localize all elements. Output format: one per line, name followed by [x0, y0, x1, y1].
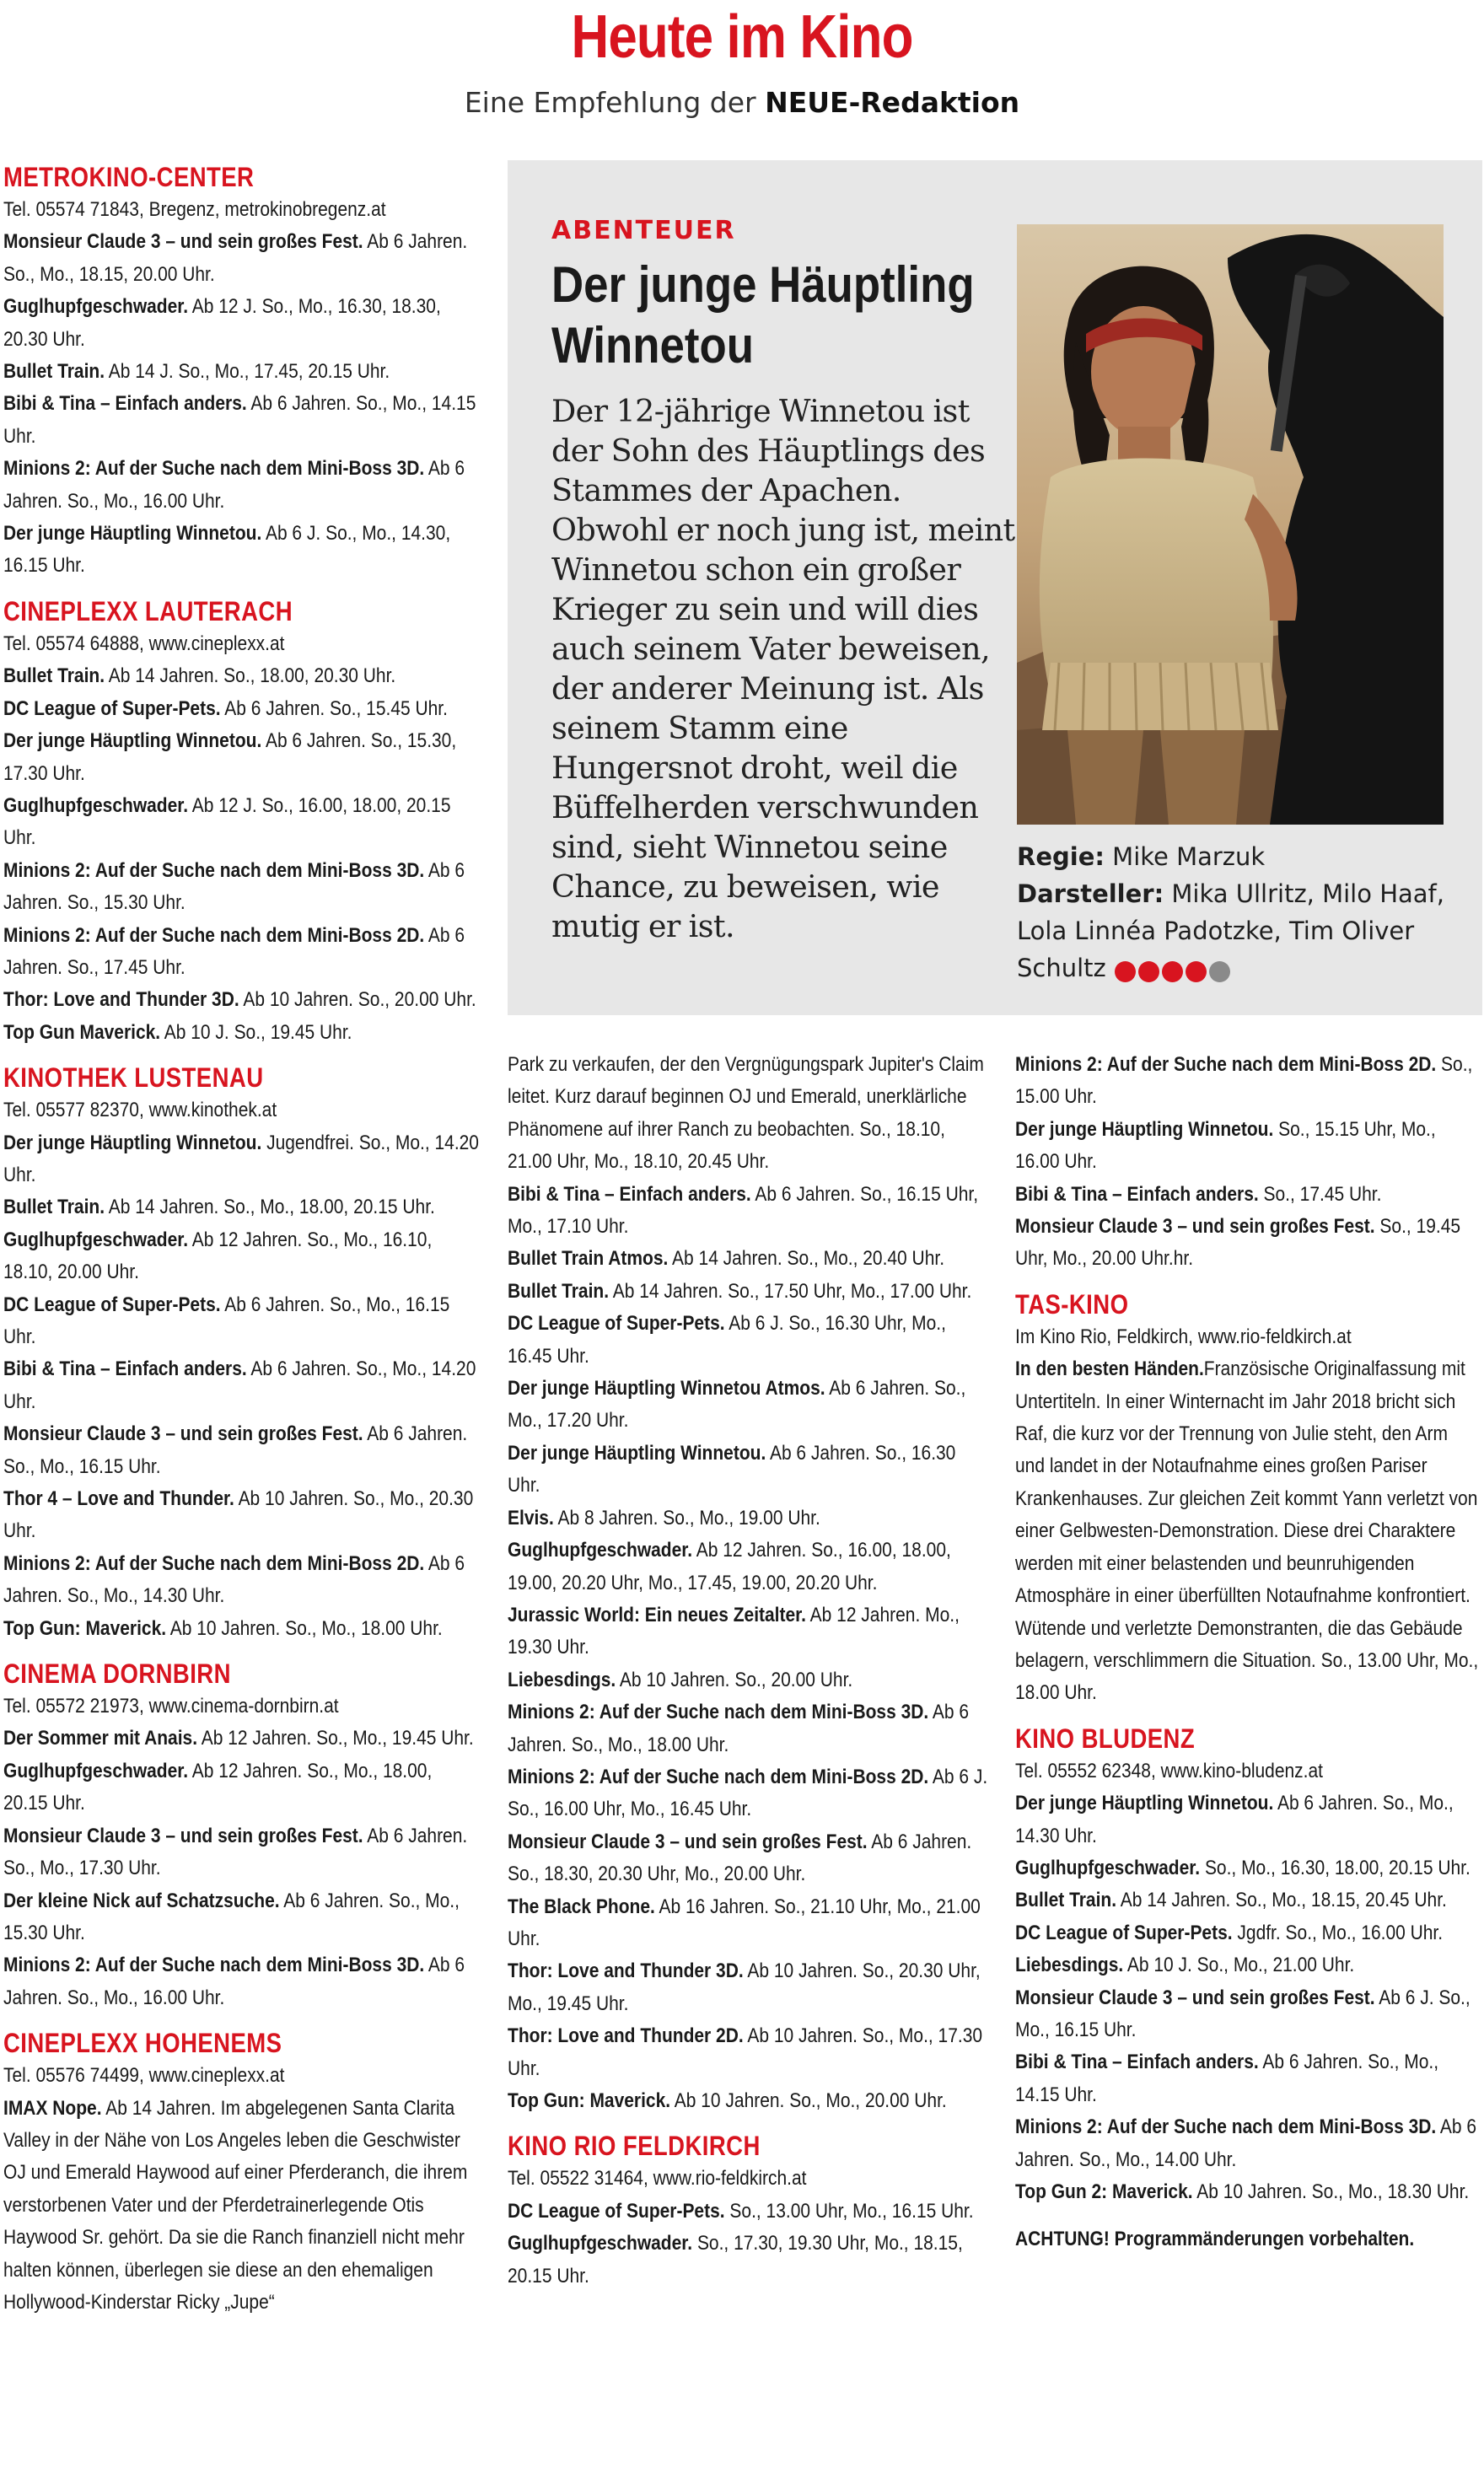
film-title: Bullet Train. [1015, 1889, 1117, 1912]
film-title: Monsieur Claude 3 – und sein großes Fest. [3, 1824, 363, 1847]
showtime-entry [1015, 1353, 1481, 1709]
film-title: Der junge Häuptling Winnetou. [3, 729, 262, 753]
film-title: Bullet Train. [508, 1279, 610, 1303]
subtitle-publisher: NEUE-Redaktion [765, 86, 1020, 119]
showtime-entry [508, 1761, 988, 1826]
film-title: Minions 2: Auf der Suche nach dem Mini-Boss 2D. [1015, 1053, 1437, 1076]
showtime-details: Ab 6 J. So., 16.00 Uhr, Mo., 16.45 Uhr. [508, 1765, 988, 1821]
showtime-entry [1015, 1917, 1481, 1949]
film-title: Top Gun Maverick. [3, 1020, 161, 1044]
film-title: Bullet Train Atmos. [508, 1247, 669, 1271]
showtime-details: Ab 12 J. So., Mo., 16.30, 18.30, 20.30 Uhr. [3, 295, 441, 351]
rating-dot-filled [1138, 961, 1159, 982]
showtime-details: Ab 14 Jahren. Im abgelegenen Santa Clarita Valley in der Nähe von Los Angeles leben die Geschwister OJ und Emerald Haywood auf einer Pferderanch, die ihrem verstorbenen Vater und der Pferdetrainerlegende Otis Haywood Sr. gehört. Da sie die Ranch finanziell nicht mehr halten können, überlegen sie diese an den ehemaligen Hollywood-Kinderstar Ricky „Jupe“ [3, 2096, 468, 2314]
showtime-details: Ab 6 Jahren. So., Mo., 14.20 Uhr. [3, 1357, 476, 1413]
showtime-entry [508, 1664, 988, 1696]
showtime-entry [508, 1955, 988, 2020]
listing-right [1015, 1049, 1481, 2208]
film-title: Guglhupfgeschwader. [3, 793, 189, 817]
showtime-details: So., Mo., 16.30, 18.00, 20.15 Uhr. [1200, 1856, 1471, 1879]
showtime-entry [508, 1696, 988, 1761]
showtime-details: Ab 14 Jahren. So., Mo., 18.00, 20.15 Uhr. [105, 1196, 435, 1219]
film-title: Top Gun: Maverick. [508, 2089, 671, 2112]
film-title: Minions 2: Auf der Suche nach dem Mini-Boss 3D. [508, 1701, 929, 1724]
showtime-details: Ab 10 Jahren. So., 20.00 Uhr. [239, 988, 476, 1012]
showtime-entry [508, 1503, 988, 1535]
showtime-details: Jugendfrei. So., Mo., 14.20 Uhr. [3, 1131, 479, 1186]
showtime-entry [1015, 1114, 1481, 1179]
film-title: Thor: Love and Thunder 3D. [3, 988, 239, 1012]
showtime-entry [3, 1755, 481, 1820]
showtime-details: Ab 10 J. So., 19.45 Uhr. [160, 1020, 352, 1044]
director-label: Regie: [1017, 842, 1105, 871]
showtime-details: Ab 6 Jahren. So., 18.30, 20.30 Uhr, Mo., 20.00 Uhr. [508, 1830, 972, 1886]
film-title: Minions 2: Auf der Suche nach dem Mini-Boss 2D. [3, 923, 425, 947]
showtime-entry [508, 1179, 988, 1244]
showtime-entry [1015, 1211, 1481, 1276]
showtime-details: Ab 6 J. So., Mo., 14.30, 16.15 Uhr. [3, 522, 451, 578]
film-title: Monsieur Claude 3 – und sein großes Fest. [1015, 1986, 1375, 2009]
showtime-entry [1015, 2046, 1481, 2111]
page-subtitle [0, 84, 1484, 121]
cinema-name: KINO BLUDENZ [1015, 1723, 1196, 1754]
cinema-name: CINEPLEXX HOHENEMS [3, 2028, 282, 2059]
showtime-entry [3, 1127, 481, 1192]
cinema-name: CINEMA DORNBIRN [3, 1658, 231, 1690]
rating-dot-filled [1115, 961, 1136, 982]
showtime-entry [508, 2196, 988, 2228]
showtime-entry [3, 2093, 481, 2320]
showtime-details: Ab 6 Jahren. So., Mo., 17.20 Uhr. [508, 1377, 966, 1433]
film-title: Top Gun: Maverick. [3, 1616, 167, 1640]
showtime-entry [508, 1276, 988, 1308]
film-still-image [1017, 224, 1444, 825]
showtime-details: Ab 10 Jahren. So., Mo., 20.00 Uhr. [670, 2089, 947, 2112]
film-title: Minions 2: Auf der Suche nach dem Mini-Boss 2D. [508, 1765, 929, 1788]
film-title: Minions 2: Auf der Suche nach dem Mini-Boss 3D. [3, 858, 425, 882]
director-line [1017, 838, 1472, 875]
feature-title: Der junge Häuptling Winnetou [551, 256, 975, 374]
cast-names: Mika Ullritz, Milo Haaf, Lola Linnéa Padotzke, Tim Oliver Schultz [1017, 879, 1444, 982]
film-title: Minions 2: Auf der Suche nach dem Mini-Boss 2D. [3, 1551, 425, 1575]
showtime-entry [3, 1191, 481, 1223]
film-title: Guglhupfgeschwader. [508, 2232, 693, 2255]
showtime-entry [508, 1826, 988, 1891]
showtime-details: Ab 6 Jahren. So., Mo., 16.00 Uhr. [3, 457, 465, 513]
showtime-entry [3, 1418, 481, 1483]
film-title: Bullet Train. [3, 664, 105, 688]
showtime-details: Ab 14 Jahren. So., 18.00, 20.30 Uhr. [105, 664, 396, 688]
film-title: In den besten Händen. [1015, 1357, 1204, 1381]
showtime-entry [3, 356, 481, 388]
film-title: Thor: Love and Thunder 3D. [508, 1959, 744, 1983]
film-title: Monsieur Claude 3 – und sein großes Fest. [1015, 1215, 1375, 1239]
showtime-entry [3, 453, 481, 518]
showtime-entry [508, 1308, 988, 1373]
showtime-entry [3, 1224, 481, 1289]
showtime-entry [3, 226, 481, 291]
film-title: Top Gun 2: Maverick. [1015, 2180, 1193, 2203]
showtime-entry [3, 1548, 481, 1613]
showtime-details: Französische Originalfassung mit Untertiteln. In einer Winternacht im Jahr 2018 bricht sich Raf, die kurz vor der Trennung von Julie steht, den Arm und landet in der Notaufnahme eines großen Pariser Krankenhauses. Zur gleichen Zeit kommt Yann verletzt von einer Gelbwesten-Demonstration. Diese drei Charaktere werden mit einer belastenden und beunruhigenden Atmosphäre in einer überfüllten Notaufnahme konfrontiert. Wütende und verletzte Demonstranten, die das Gebäude belagern, verschlimmern die Situation. So., 13.00 Uhr, Mo., 18.00 Uhr. [1015, 1357, 1479, 1705]
showtime-details: Ab 14 J. So., Mo., 17.45, 20.15 Uhr. [105, 360, 390, 384]
showtime-entry [508, 1891, 988, 1956]
showtime-entry [3, 1289, 481, 1354]
listings-column-right [1015, 1049, 1481, 2487]
showtime-entry [508, 1599, 988, 1664]
showtime-details: Ab 12 J. So., 16.00, 18.00, 20.15 Uhr. [3, 793, 451, 850]
showtime-entry [3, 660, 481, 692]
cinema-contact: Tel. 05576 74499, www.cineplexx.at [3, 2064, 285, 2088]
film-title: DC League of Super-Pets. [1015, 1921, 1233, 1944]
showtime-entry [1015, 1852, 1481, 1884]
film-title: Thor 4 – Love and Thunder. [3, 1487, 234, 1511]
showtime-entry [3, 855, 481, 920]
cinema-name: CINEPLEXX LAUTERACH [3, 595, 293, 626]
film-title: DC League of Super-Pets. [508, 2199, 725, 2223]
showtime-details: Ab 10 Jahren. So., Mo., 17.30 Uhr. [508, 2024, 983, 2080]
showtime-details: Ab 6 Jahren. So., Mo., 16.00 Uhr. [3, 1954, 465, 2009]
cinema-contact: Tel. 05522 31464, www.rio-feldkirch.at [508, 2167, 807, 2191]
film-title: Monsieur Claude 3 – und sein großes Fest. [508, 1830, 868, 1853]
cinema-contact: Tel. 05577 82370, www.kinothek.at [3, 1099, 277, 1122]
cinema-name: TAS-KINO [1015, 1288, 1129, 1320]
cast-label: Darsteller: [1017, 879, 1164, 908]
film-title: DC League of Super-Pets. [508, 1312, 725, 1336]
film-title: Bullet Train. [3, 360, 105, 384]
showtime-details: So., 13.00 Uhr, Mo., 16.15 Uhr. [724, 2199, 974, 2223]
film-title: Guglhupfgeschwader. [3, 1759, 189, 1782]
showtime-details: Ab 6 Jahren. So., Mo., 18.00 Uhr. [508, 1701, 970, 1756]
showtime-details: Ab 6 Jahren. So., Mo., 14.15 Uhr. [3, 392, 476, 448]
showtime-details: Ab 12 Jahren. Mo., 19.30 Uhr. [508, 1603, 960, 1659]
page-title: Heute im Kino [571, 3, 913, 71]
showtime-entry [1015, 1787, 1481, 1852]
showtime-details: Ab 10 Jahren. So., Mo., 20.30 Uhr. [3, 1487, 474, 1543]
film-title: Der junge Häuptling Winnetou. [3, 522, 262, 546]
showtime-entry [3, 920, 481, 985]
showtime-details: Ab 10 Jahren. So., 20.30 Uhr, Mo., 19.45 Uhr. [508, 1959, 981, 2015]
feature-credits [1017, 838, 1472, 988]
showtime-entry [3, 790, 481, 855]
cast-line [1017, 875, 1472, 988]
showtime-entry [1015, 2111, 1481, 2176]
showtime-details: Ab 14 Jahren. So., Mo., 20.40 Uhr. [668, 1247, 945, 1271]
cinema-name: METROKINO-CENTER [3, 162, 255, 192]
showtime-details: Ab 6 Jahren. So., 15.30, 17.30 Uhr. [3, 729, 457, 785]
showtime-entry [3, 518, 481, 583]
showtime-details: Ab 6 Jahren. So., Mo., 14.15 Uhr. [1015, 2051, 1439, 2106]
film-title: Guglhupfgeschwader. [1015, 1856, 1201, 1879]
showtime-entry [3, 388, 481, 453]
showtime-details: Ab 6 Jahren. So., Mo., 16.15 Uhr. [3, 1293, 450, 1348]
showtime-details: So., 19.45 Uhr, Mo., 20.00 Uhr.hr. [1015, 1215, 1461, 1271]
showtime-entry [3, 291, 481, 356]
showtime-entry [3, 693, 481, 725]
showtime-details: Ab 12 Jahren. So., Mo., 16.10, 18.10, 20.00 Uhr. [3, 1228, 433, 1284]
film-title: Der junge Häuptling Winnetou. [508, 1441, 766, 1465]
subtitle-prefix: Eine Empfehlung der [464, 86, 766, 119]
showtime-details: Ab 6 Jahren. So., Mo., 14.30 Uhr. [1015, 1792, 1454, 1847]
showtime-entry [508, 2085, 988, 2117]
film-title: Der Sommer mit Anais. [3, 1727, 198, 1750]
showtime-entry [508, 1535, 988, 1599]
listings-column-left [3, 160, 481, 2487]
feature-text [551, 214, 1024, 946]
film-title: Bibi & Tina – Einfach anders. [3, 1357, 247, 1381]
showtime-entry [3, 1017, 481, 1049]
director-name: Mike Marzuk [1104, 842, 1266, 871]
film-title: Bullet Train. [3, 1196, 105, 1219]
showtime-details: Ab 10 Jahren. So., Mo., 18.00 Uhr. [166, 1616, 443, 1640]
showtime-details: Ab 6 Jahren. So., 16.30 Uhr. [508, 1441, 956, 1497]
film-title: IMAX Nope. [3, 2096, 102, 2120]
showtime-details: Jgdfr. So., Mo., 16.00 Uhr. [1232, 1921, 1444, 1944]
showtime-entry [1015, 2176, 1481, 2208]
film-title: Der junge Häuptling Winnetou Atmos. [508, 1377, 825, 1400]
film-title: Minions 2: Auf der Suche nach dem Mini-Boss 3D. [3, 457, 425, 481]
showtime-entry [508, 1438, 988, 1503]
showtime-details: Ab 6 Jahren. So., Mo., 15.30 Uhr. [3, 1889, 460, 1944]
showtime-details: Ab 10 Jahren. So., 20.00 Uhr. [616, 1668, 853, 1691]
showtime-details: Ab 14 Jahren. So., 17.50 Uhr, Mo., 17.00 Uhr. [609, 1279, 972, 1303]
cinema-contact: Im Kino Rio, Feldkirch, www.rio-feldkirch.at [1015, 1325, 1352, 1348]
film-title: Der junge Häuptling Winnetou. [1015, 1117, 1274, 1141]
cinema-name: KINO RIO FELDKIRCH [508, 2131, 761, 2162]
showtime-entry [1015, 1049, 1481, 1114]
showtime-details: Ab 6 Jahren. So., Mo., 16.15 Uhr. [3, 1422, 468, 1478]
cinema-contact: Tel. 05574 71843, Bregenz, metrokinobregenz.at [3, 198, 386, 221]
cinema-contact: Tel. 05552 62348, www.kino-bludenz.at [1015, 1759, 1323, 1782]
film-title: Guglhupfgeschwader. [3, 1228, 189, 1251]
showtime-details: Ab 6 Jahren. So., 16.15 Uhr, Mo., 17.10 Uhr. [508, 1182, 979, 1239]
showtime-details: Ab 6 Jahren. So., 15.30 Uhr. [3, 858, 465, 915]
program-change-notice: ACHTUNG! Programmänderungen vorbehalten. [1015, 2228, 1415, 2251]
showtime-details: Ab 6 Jahren. So., 17.45 Uhr. [3, 923, 465, 979]
notice-wrapper [1015, 2223, 1481, 2255]
showtime-details: Ab 6 Jahren. So., Mo., 17.30 Uhr. [3, 1824, 468, 1880]
film-title: DC League of Super-Pets. [3, 1293, 221, 1316]
film-title: Monsieur Claude 3 – und sein großes Fest. [3, 230, 363, 254]
listings-column-middle [508, 1049, 988, 2487]
cinema-contact: Tel. 05572 21973, www.cinema-dornbirn.at [3, 1695, 339, 1718]
film-title: Bibi & Tina – Einfach anders. [1015, 2051, 1259, 2074]
rating-dot-empty [1209, 961, 1230, 982]
film-title: Minions 2: Auf der Suche nach dem Mini-Boss 3D. [3, 1954, 425, 1977]
showtime-entry [3, 725, 481, 790]
showtime-entry [3, 1885, 481, 1950]
showtime-entry [508, 1243, 988, 1275]
showtime-details: Ab 14 Jahren. So., Mo., 18.15, 20.45 Uhr. [1116, 1889, 1447, 1912]
film-title: Minions 2: Auf der Suche nach dem Mini-Boss 3D. [1015, 2115, 1437, 2139]
film-title: Bibi & Tina – Einfach anders. [1015, 1182, 1259, 1206]
rating-dot-filled [1162, 961, 1183, 982]
showtime-entry [3, 1949, 481, 2014]
listing-middle [508, 1049, 988, 2293]
showtime-details: So., 15.15 Uhr, Mo., 16.00 Uhr. [1015, 1117, 1436, 1174]
showtime-details: Ab 6 Jahren. So., Mo., 14.30 Uhr. [3, 1551, 465, 1608]
showtime-entry [3, 1483, 481, 1548]
showtime-entry [508, 2020, 988, 2085]
showtime-entry [1015, 1949, 1481, 1981]
film-title: Guglhupfgeschwader. [508, 1539, 693, 1562]
showtime-details: Park zu verkaufen, der den Vergnügungspark Jupiter's Claim leitet. Kurz darauf beginnen OJ und Emerald, unerklärliche Phänomene auf ihrer Ranch zu beobachten. So., 18.10, 21.00 Uhr, Mo., 18.10, 20.45 Uhr. [508, 1053, 984, 1174]
film-title: Liebesdings. [508, 1668, 616, 1691]
rating-dot-filled [1186, 961, 1207, 982]
cinema-contact: Tel. 05574 64888, www.cineplexx.at [3, 632, 285, 655]
feature-box [508, 160, 1482, 1015]
showtime-entry [1015, 1884, 1481, 1916]
showtime-details: Ab 16 Jahren. So., 21.10 Uhr, Mo., 21.00 Uhr. [508, 1895, 981, 1950]
showtime-details: Ab 6 Jahren. So., Mo., 14.00 Uhr. [1015, 2115, 1477, 2171]
showtime-entry [1015, 1982, 1481, 2047]
showtime-entry [508, 2228, 988, 2293]
film-title: Bibi & Tina – Einfach anders. [3, 392, 247, 416]
film-title: Bibi & Tina – Einfach anders. [508, 1182, 751, 1206]
showtime-details: Ab 12 Jahren. So., Mo., 18.00, 20.15 Uhr. [3, 1759, 433, 1815]
showtime-details: Ab 10 Jahren. So., Mo., 18.30 Uhr. [1192, 2180, 1470, 2203]
listing-left [3, 160, 481, 2319]
film-title: Monsieur Claude 3 – und sein großes Fest. [3, 1422, 363, 1446]
showtime-details: Ab 6 Jahren. So., Mo., 18.15, 20.00 Uhr. [3, 230, 468, 286]
film-title: The Black Phone. [508, 1895, 655, 1918]
showtime-entry [3, 1820, 481, 1885]
film-title: DC League of Super-Pets. [3, 696, 221, 720]
showtime-entry [3, 1723, 481, 1755]
cinema-name: KINOTHEK LUSTENAU [3, 1062, 264, 1094]
film-title: Der kleine Nick auf Schatzsuche. [3, 1889, 280, 1912]
showtime-entry [3, 984, 481, 1016]
film-title: Liebesdings. [1015, 1954, 1124, 1977]
showtime-details: Ab 12 Jahren. So., Mo., 19.45 Uhr. [197, 1727, 474, 1750]
film-title: Der junge Häuptling Winnetou. [3, 1131, 262, 1154]
showtime-details: So., 15.00 Uhr. [1015, 1053, 1473, 1109]
film-title: Der junge Häuptling Winnetou. [1015, 1792, 1274, 1815]
rating-dots [1115, 951, 1233, 988]
showtime-entry [3, 1353, 481, 1418]
showtime-details: Ab 12 Jahren. So., 16.00, 18.00, 19.00, 20.20 Uhr, Mo., 17.45, 19.00, 20.20 Uhr. [508, 1539, 951, 1594]
showtime-details: Ab 10 J. So., Mo., 21.00 Uhr. [1123, 1954, 1355, 1977]
showtime-entry [3, 1613, 481, 1645]
feature-photo [1017, 224, 1444, 825]
showtime-details: Ab 8 Jahren. So., Mo., 19.00 Uhr. [553, 1506, 820, 1529]
film-title: Guglhupfgeschwader. [3, 295, 189, 319]
showtime-details: Ab 6 Jahren. So., 15.45 Uhr. [220, 696, 448, 720]
film-title: Jurassic World: Ein neues Zeitalter. [508, 1603, 806, 1626]
showtime-details: So., 17.45 Uhr. [1258, 1182, 1382, 1206]
showtime-details: Ab 6 J. So., Mo., 16.15 Uhr. [1015, 1986, 1471, 2041]
showtime-entry [1015, 1179, 1481, 1211]
feature-category: ABENTEUER [551, 216, 736, 245]
showtime-entry [508, 1049, 988, 1179]
showtime-details: So., 17.30, 19.30 Uhr, Mo., 18.15, 20.15 Uhr. [508, 2232, 963, 2287]
film-title: Elvis. [508, 1506, 554, 1529]
film-title: Thor: Love and Thunder 2D. [508, 2024, 744, 2048]
showtime-details: Ab 6 J. So., 16.30 Uhr, Mo., 16.45 Uhr. [508, 1312, 946, 1368]
feature-description: Der 12-jährige Winnetou ist der Sohn des Häuptlings des Stammes der Apachen. Obwohl er noch jung ist, meint Winnetou schon ein großer Krieger zu sein und will dies auch seinem Vater beweisen, der anderer Meinung ist. Als seinem Stamm eine Hungersnot droht, weil die Büffelherden verschwunden sind, sieht Winnetou seine Chance, zu beweisen, wie mutig er ist. [551, 393, 1015, 944]
showtime-entry [508, 1373, 988, 1438]
